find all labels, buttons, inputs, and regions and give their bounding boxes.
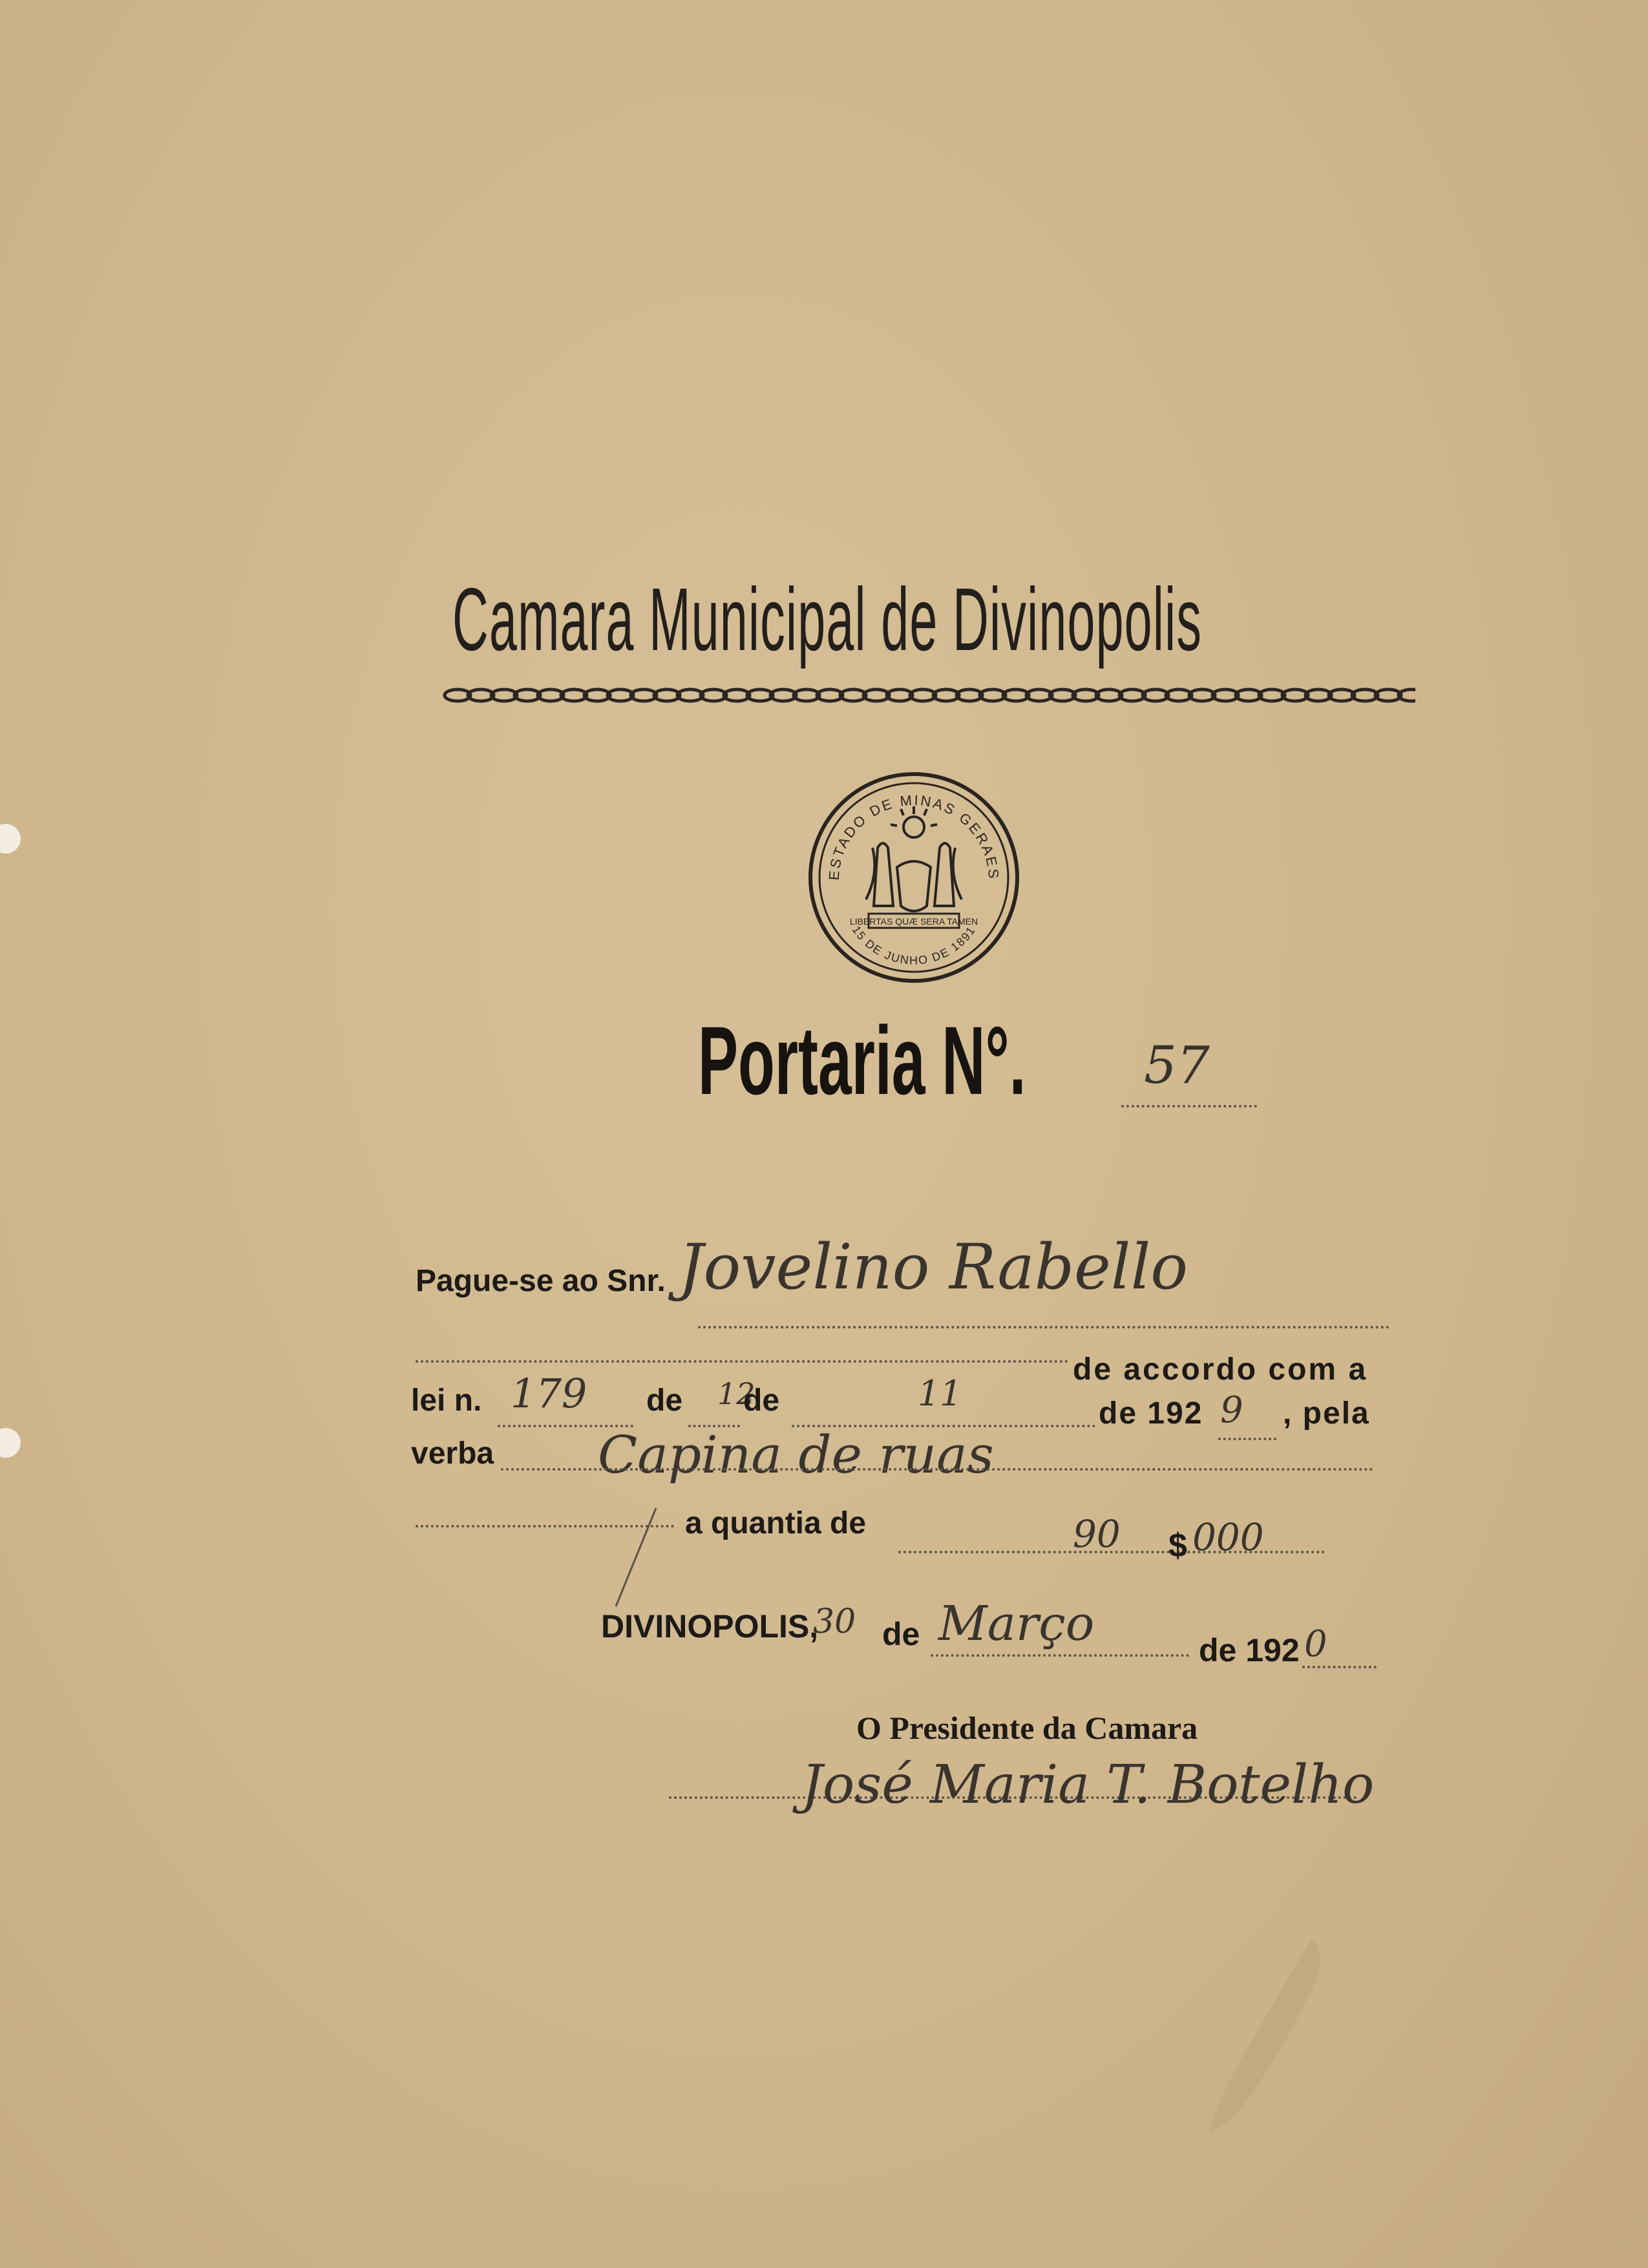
verba-value: Capina de ruas xyxy=(598,1425,994,1485)
punch-hole xyxy=(0,824,21,854)
decorative-chain-border xyxy=(439,678,1415,712)
state-seal xyxy=(807,770,1021,985)
seal-ring-text: ESTADO DE MINAS GERAES xyxy=(825,792,1002,881)
page-title: Camara Municipal de Divinopolis xyxy=(452,570,1203,669)
lei-number: 179 xyxy=(511,1370,587,1417)
amount-main: 90 xyxy=(1073,1512,1121,1556)
accordo-label: de accordo com a xyxy=(1073,1352,1368,1387)
date-month: Março xyxy=(938,1596,1095,1652)
lei-year-line xyxy=(1218,1438,1276,1440)
payee-line xyxy=(698,1326,1389,1328)
pela-label: , pela xyxy=(1283,1396,1370,1431)
lei-year-digit: 9 xyxy=(1220,1389,1243,1431)
date-day: 30 xyxy=(813,1602,856,1641)
paper-stain xyxy=(1183,1926,1351,2145)
lei-de-label-1: de xyxy=(646,1383,683,1418)
lei-day: 12 xyxy=(717,1376,755,1411)
date-year-label: de 192 xyxy=(1199,1632,1300,1668)
date-month-line xyxy=(931,1654,1189,1657)
punch-hole xyxy=(0,1428,21,1458)
portaria-number: 57 xyxy=(1144,1035,1210,1095)
quantia-label: a quantia de xyxy=(685,1506,867,1540)
portaria-label: Portaria N°. xyxy=(698,1006,1026,1115)
amount-cents: 000 xyxy=(1192,1515,1264,1559)
signature-handwritten: José Maria T. Botelho xyxy=(801,1754,1375,1816)
date-de-label: de xyxy=(882,1616,920,1652)
date-year-digit: 0 xyxy=(1304,1623,1327,1665)
lei-de-label-2: de xyxy=(743,1383,780,1418)
portaria-number-line xyxy=(1121,1105,1257,1108)
seal-motto: LIBERTAS QUÆ SERA TAMEN xyxy=(849,916,978,927)
date-year-line xyxy=(1302,1666,1377,1668)
seal-emblem-figures xyxy=(866,806,962,911)
pen-stroke-mark xyxy=(611,1506,662,1609)
lei-label: lei n. xyxy=(411,1383,482,1418)
signature-role: O Presidente da Camara xyxy=(856,1710,1198,1746)
lei-month: 11 xyxy=(918,1373,962,1414)
payee-line-continued xyxy=(416,1360,1068,1363)
pague-label: Pague-se ao Snr. xyxy=(416,1264,666,1298)
seal-date-text: 15 DE JUNHO DE 1891 xyxy=(849,923,978,967)
lei-year-label: de 192 xyxy=(1099,1396,1203,1431)
verba-line xyxy=(501,1468,1373,1471)
verba-label: verba xyxy=(411,1436,494,1471)
amount-sign: $ xyxy=(1168,1527,1187,1564)
date-city: DIVINOPOLIS, xyxy=(601,1608,819,1644)
payee-name: Jovelino Rabello xyxy=(679,1231,1188,1303)
